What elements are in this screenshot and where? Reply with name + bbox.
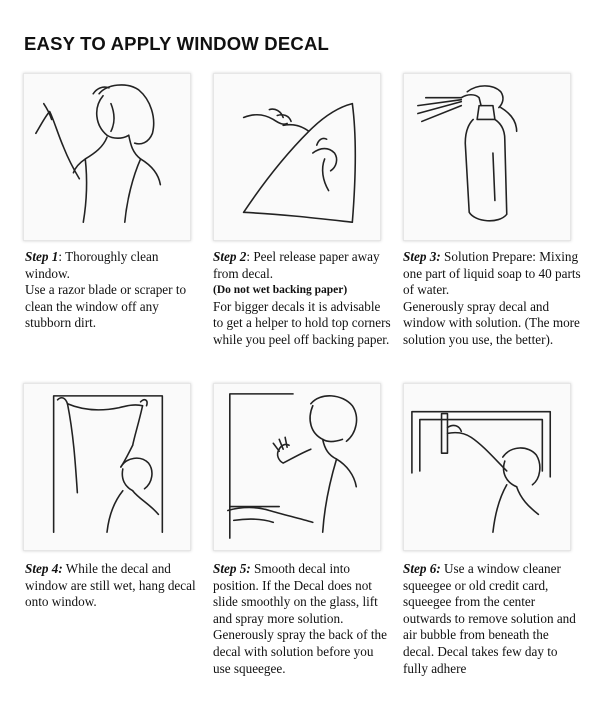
step-2-label: Step 2 xyxy=(213,249,247,264)
step-4-label: Step 4: xyxy=(25,561,63,576)
step-3-illustration xyxy=(403,73,571,241)
step-5-illustration xyxy=(213,383,381,551)
step-1-illustration xyxy=(23,73,191,241)
step-6-caption xyxy=(403,561,581,677)
step-1-body: Use a razor blade or scraper to clean the window off any stubborn dirt. xyxy=(25,282,187,331)
step-6-first: Use a window cleaner squeegee or old credit card, squeegee from the center outwards to remove solution and air bubble from beneath the decal. Decal takes few day to fully adhere xyxy=(403,561,576,676)
step-1-label: Step 1 xyxy=(25,249,59,264)
step-4-illustration xyxy=(23,383,191,551)
step-2-caption: Step 2: Peel release paper away from decal. (Do not wet backing paper) For bigger decals it is advisable to get a helper to hold top corners while you peel off backing paper. xyxy=(213,249,391,347)
step-5-caption xyxy=(213,561,391,677)
step-3-label: Step 3: xyxy=(403,249,441,264)
step-2-first: Peel release paper away from decal. xyxy=(213,249,380,281)
step-6-illustration xyxy=(403,383,571,551)
step-5-first: Smooth decal into position. If the Decal does not slide smoothly on the glass, lift and spray more solution. Generously spray the back of the decal with solution before you use squeegee. xyxy=(213,561,387,676)
step-1-first: Thoroughly clean window. xyxy=(25,249,159,281)
step-2-illustration xyxy=(213,73,381,241)
step-2-body: For bigger decals it is advisable to get a helper to hold top corners while you peel off backing paper. xyxy=(213,298,391,347)
page-title: EASY TO APPLY WINDOW DECAL xyxy=(24,33,330,54)
step-6-label: Step 6: xyxy=(403,561,441,576)
step-1-caption: Step 1: Thoroughly clean window. Use a razor blade or scraper to clean the window off any stubborn dirt. xyxy=(25,249,203,332)
step-2-note: (Do not wet backing paper) xyxy=(213,284,348,297)
step-4-caption xyxy=(25,561,203,611)
step-5-label: Step 5: xyxy=(213,561,251,576)
step-3-caption xyxy=(403,249,581,349)
step-3-body: Generously spray decal and window with solution. (The more solution you use, the better). xyxy=(403,298,580,347)
step-4-first: While the decal and window are still wet, hang decal onto window. xyxy=(25,561,196,610)
step-3-first: Solution Prepare: Mixing one part of liquid soap to 40 parts of water. xyxy=(403,249,581,298)
